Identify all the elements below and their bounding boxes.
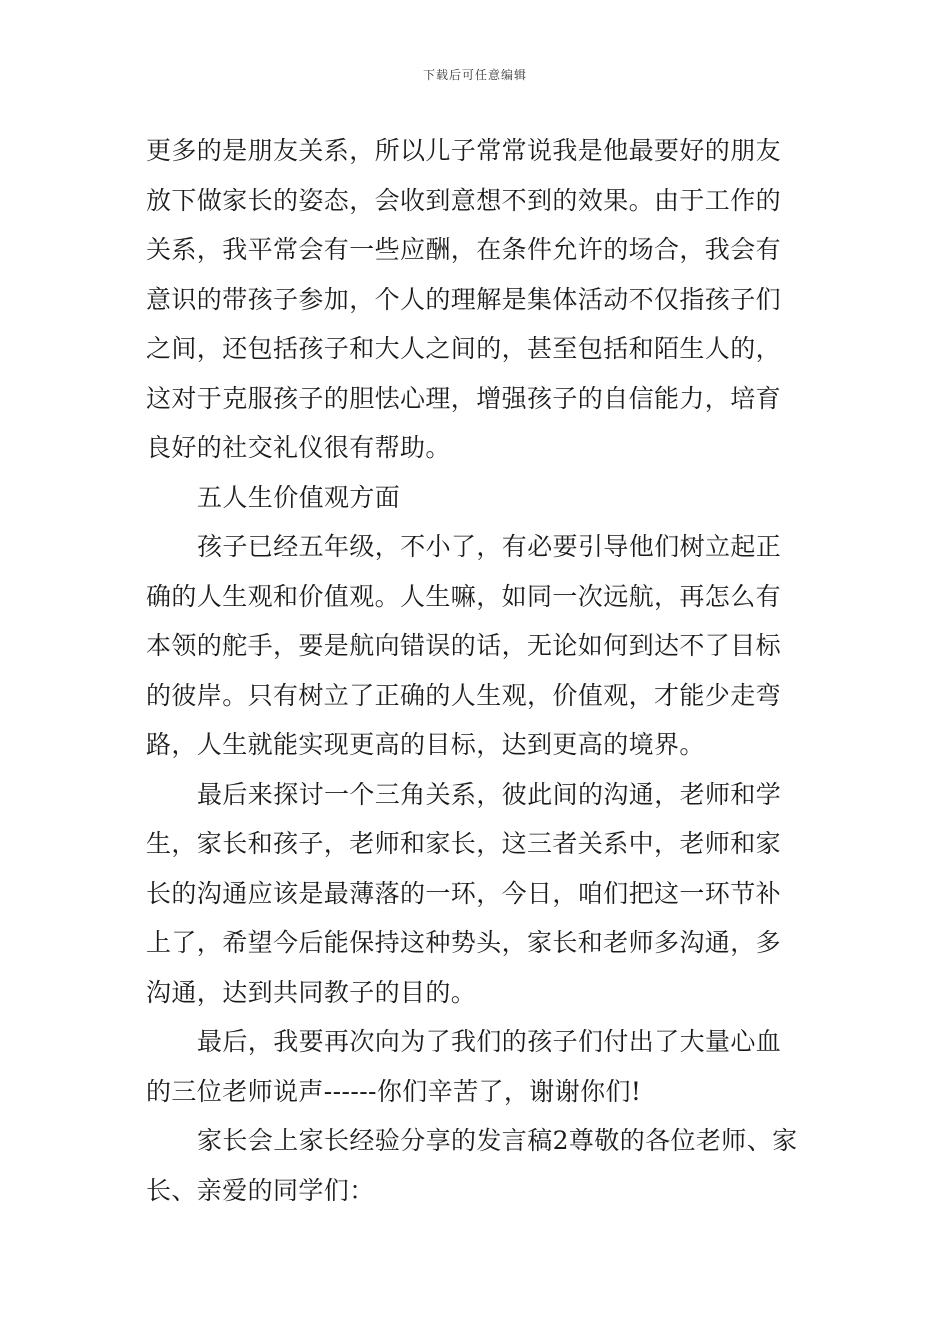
text-line: 五人生价值观方面 (197, 482, 401, 512)
text-line: 的彼岸。只有树立了正确的人生观，价值观，才能少走弯 (146, 680, 782, 710)
text-line: 沟通，达到共同教子的目的。 (146, 977, 477, 1007)
text-line: 最后来探讨一个三角关系，彼此间的沟通，老师和学 (197, 779, 782, 809)
text-line: 家长会上家长经验分享的发言稿2尊敬的各位老师、家 (197, 1126, 798, 1155)
text-line: 本领的舵手，要是航向错误的话，无论如何到达不了目标 (146, 631, 782, 660)
text-line: 意识的带孩子参加，个人的理解是集体活动不仅指孩子们 (146, 284, 782, 314)
text-line: 放下做家长的姿态，会收到意想不到的效果。由于工作的 (146, 185, 782, 215)
text-line: 之间，还包括孩子和大人之间的，甚至包括和陌生人的， (146, 334, 782, 363)
text-line: 这对于克服孩子的胆怯心理，增强孩子的自信能力，培育 (146, 383, 782, 413)
text-line: 上了，希望今后能保持这种势头，家长和老师多沟通，多 (146, 928, 782, 957)
text-line: 确的人生观和价值观。人生嘛，如同一次远航，再怎么有 (146, 581, 782, 611)
text-line: 长的沟通应该是最薄落的一环，今日，咱们把这一环节补 (146, 878, 782, 908)
text-line: 孩子已经五年级，不小了，有必要引导他们树立起正 (197, 532, 782, 561)
text-line: 的三位老师说声------你们辛苦了，谢谢你们! (146, 1076, 642, 1106)
text-line: 良好的社交礼仪很有帮助。 (146, 433, 451, 462)
text-line: 关系，我平常会有一些应酬，在条件允许的场合，我会有 (146, 235, 782, 264)
text-line: 最后，我要再次向为了我们的孩子们付出了大量心血 (197, 1027, 782, 1056)
document-body (146, 126, 826, 1215)
text-line: 更多的是朋友关系，所以儿子常常说我是他最要好的朋友 (146, 136, 782, 165)
text-line: 生，家长和孩子，老师和家长，这三者关系中，老师和家 (146, 829, 782, 858)
text-line: 长、亲爱的同学们： (146, 1175, 375, 1205)
page-header: 下载后可任意编辑 (422, 68, 527, 82)
text-line: 路，人生就能实现更高的目标，达到更高的境界。 (146, 730, 705, 759)
